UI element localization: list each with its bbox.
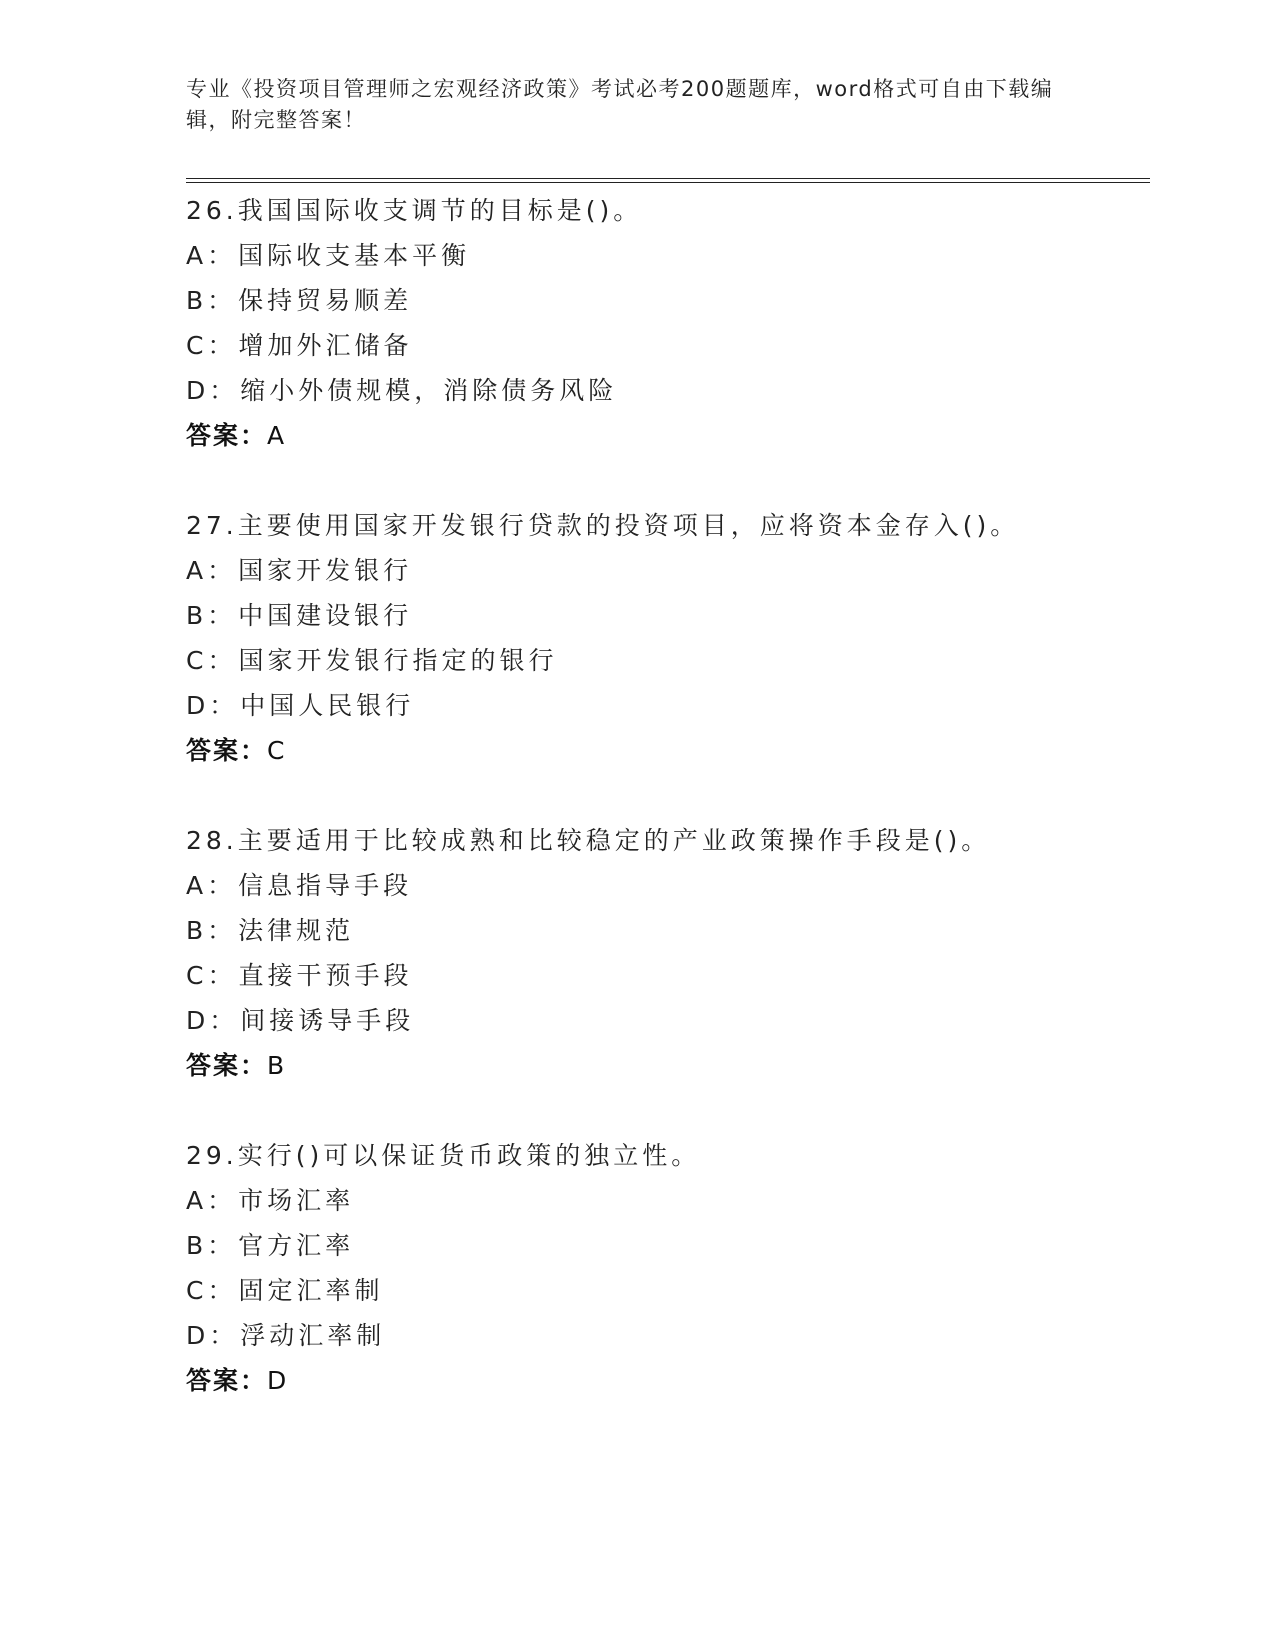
option-text: 固定汇率制 [238, 1276, 384, 1305]
option-text: 市场汇率 [238, 1186, 355, 1215]
option-letter: D： [186, 691, 239, 720]
option-letter: B： [186, 916, 237, 945]
question-28 [186, 818, 1150, 1088]
option-text: 国际收支基本平衡 [238, 241, 471, 270]
question-27 [186, 503, 1150, 773]
option-a [186, 863, 1150, 908]
option-c [186, 953, 1150, 998]
option-c [186, 323, 1150, 368]
option-c [186, 638, 1150, 683]
header-divider-bottom [186, 182, 1150, 183]
option-letter: B： [186, 286, 237, 315]
option-b [186, 908, 1150, 953]
option-letter: D： [186, 376, 239, 405]
option-text: 中国人民银行 [240, 691, 415, 720]
option-letter: B： [186, 1231, 237, 1260]
option-letter: C： [186, 961, 237, 990]
answer-line [186, 1043, 1150, 1088]
answer-label: 答案： [186, 1051, 268, 1080]
option-d [186, 998, 1150, 1043]
option-letter: C： [186, 1276, 237, 1305]
option-text: 直接干预手段 [238, 961, 413, 990]
answer-value: A [267, 421, 287, 450]
option-a [186, 548, 1150, 593]
option-d [186, 1313, 1150, 1358]
option-letter: A： [186, 871, 237, 900]
answer-value: D [267, 1366, 289, 1395]
option-text: 国家开发银行指定的银行 [238, 646, 558, 675]
question-list [186, 188, 1150, 1448]
option-text: 官方汇率 [238, 1231, 355, 1260]
header-divider-top [186, 178, 1150, 179]
option-text: 中国建设银行 [238, 601, 413, 630]
option-text: 国家开发银行 [238, 556, 413, 585]
option-letter: C： [186, 646, 237, 675]
question-29 [186, 1133, 1150, 1403]
option-b [186, 593, 1150, 638]
answer-value: B [267, 1051, 287, 1080]
answer-label: 答案： [186, 1366, 268, 1395]
question-stem: 26.我国国际收支调节的目标是()。 [186, 196, 643, 225]
answer-value: C [267, 736, 287, 765]
option-text: 间接诱导手段 [240, 1006, 415, 1035]
option-letter: A： [186, 1186, 237, 1215]
question-stem: 27.主要使用国家开发银行贷款的投资项目，应将资本金存入()。 [186, 511, 1020, 540]
option-c [186, 1268, 1150, 1313]
question-stem: 28.主要适用于比较成熟和比较稳定的产业政策操作手段是()。 [186, 826, 991, 855]
answer-label: 答案： [186, 421, 268, 450]
option-text: 法律规范 [238, 916, 355, 945]
option-d [186, 683, 1150, 728]
answer-label: 答案： [186, 736, 268, 765]
option-text: 增加外汇储备 [238, 331, 413, 360]
option-letter: D： [186, 1006, 239, 1035]
option-text: 浮动汇率制 [240, 1321, 386, 1350]
document-header: 专业《投资项目管理师之宏观经济政策》考试必考200题题库，word格式可自由下载编辑，附完整答案！ [186, 77, 1054, 132]
question-stem: 29.实行()可以保证货币政策的独立性。 [186, 1141, 701, 1170]
question-26 [186, 188, 1150, 458]
option-letter: C： [186, 331, 237, 360]
option-text: 信息指导手段 [238, 871, 413, 900]
option-letter: A： [186, 556, 237, 585]
answer-line [186, 413, 1150, 458]
answer-line [186, 1358, 1150, 1403]
option-letter: A： [186, 241, 237, 270]
option-text: 保持贸易顺差 [238, 286, 413, 315]
option-d [186, 368, 1150, 413]
option-letter: D： [186, 1321, 239, 1350]
answer-line [186, 728, 1150, 773]
option-text: 缩小外债规模，消除债务风险 [240, 376, 618, 405]
option-letter: B： [186, 601, 237, 630]
option-b [186, 278, 1150, 323]
option-a [186, 233, 1150, 278]
option-b [186, 1223, 1150, 1268]
option-a [186, 1178, 1150, 1223]
